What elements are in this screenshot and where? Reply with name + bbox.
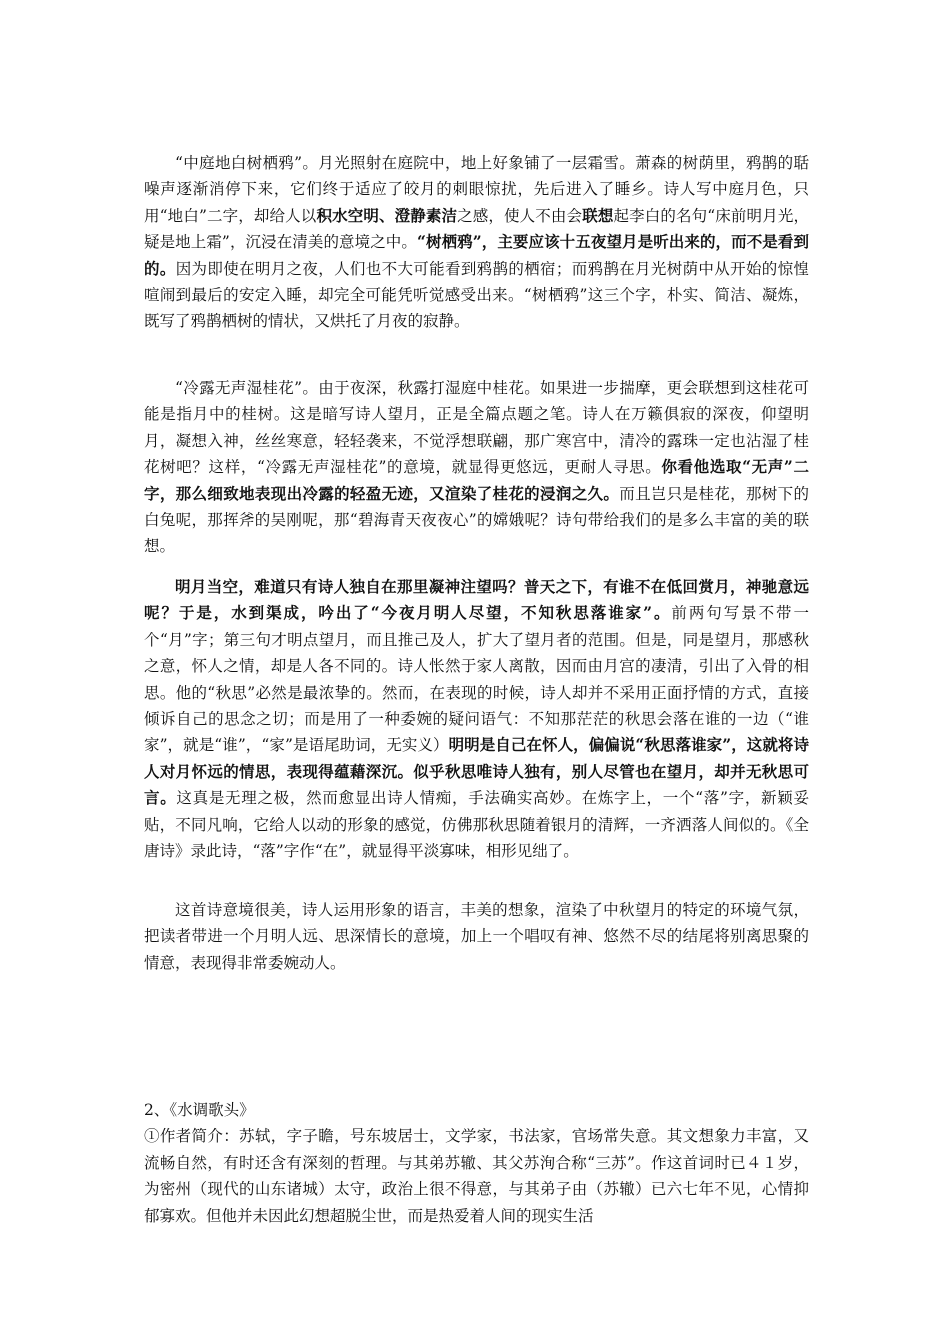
section-heading: 2、《水调歌头》 [144, 1101, 255, 1119]
bold-run: 明月当空，难道只有诗人独自在那里凝神注望吗？普天之下，有谁不在低回赏月，神驰意远呢？于是，水到渠成，吟出了“今夜月明人尽望，不知秋思落谁家”。 [144, 577, 809, 623]
run: “中庭地白树栖鸦”。月光照射在庭院中，地上好象铺了一层霜雪。萧森的树荫里，鸦鹊的聒噪声逐渐消停下来，它们终于适应了皎月的刺眼惊扰，先后进入了睡乡。诗人写中庭月色，只用“地白”二字，却给人以 [144, 154, 809, 225]
run: “冷露无声湿桂花”。由于夜深，秋露打湿庭中桂花。如果进一步揣摩，更会联想到这桂花可能是指月中的桂树。这是暗写诗人望月，正是全篇点题之笔。诗人在万籁俱寂的深夜，仰望明月，凝想入神，丝丝寒意，轻轻袭来，不觉浮想联翩，那广寒宫中，清冷的露珠一定也沾湿了桂花树吧？这样，“冷露无声湿桂花”的意境，就显得更悠远，更耐人寻思。 [144, 379, 809, 477]
paragraph-1 [144, 150, 809, 335]
paragraph-3 [144, 574, 809, 864]
bold-run: “树栖鸦”，主要应该十五夜望月是听出来的，而不是看到的。 [144, 232, 809, 278]
run: 之感，使人不由会 [457, 206, 583, 225]
run: 这真是无理之极，然而愈显出诗人情痴，手法确实高妙。在炼字上，一个“落”字，新颖妥贴，不同凡响，它给人以动的形象的感觉，仿佛那秋思随着银月的清辉，一齐洒落人间似的。《全唐诗》录此诗，“落”字作“在”，就显得平淡寡味，相形见绌了。 [144, 789, 809, 861]
author-intro: ①作者简介：苏轼，字子瞻，号东坡居士，文学家，书法家，官场常失意。其文想象力丰富，又流畅自然，有时还含有深刻的哲理。与其弟苏辙、其父苏洵合称“三苏”。作这首词时已４１岁，为密州（现代的山东诸城）太守，政治上很不得意，与其弟子由（苏辙）已六七年不见，心情抑郁寡欢。但他并未因此幻想超脱尘世，而是热爱着人间的现实生活 [144, 1127, 809, 1225]
paragraph-4 [144, 897, 809, 976]
run: 这首诗意境很美，诗人运用形象的语言，丰美的想象，渲染了中秋望月的特定的环境气氛，把读者带进一个月明人远、思深情长的意境，加上一个唱叹有神、悠然不尽的结尾将别离思聚的情意，表现得非常委婉动人。 [144, 901, 809, 972]
bold-run: 积水空明、澄静素洁 [316, 205, 458, 225]
run: 而且岂只是桂花，那树下的白兔呢，那挥斧的吴刚呢，那“碧海青天夜夜心”的嫦娥呢？诗句带给我们的是多么丰富的美的联想。 [144, 484, 809, 556]
run: 因为即使在明月之夜，人们也不大可能看到鸦鹊的栖宿；而鸦鹊在月光树荫中从开始的惊惶喧闹到最后的安定入睡，却完全可能凭听觉感受出来。“树栖鸦”这三个字，朴实、简洁、凝炼，既写了鸦鹊栖树的情状，又烘托了月夜的寂静。 [144, 259, 809, 331]
bold-run: 联想 [582, 205, 614, 225]
run: 前两句写景不带一个“月”字；第三句才明点望月，而且推己及人，扩大了望月者的范围。但是，同是望月，那感秋之意，怀人之情，却是人各不同的。诗人怅然于家人离散，因而由月宫的凄清，引出了入骨的相思。他的“秋思”必然是最浓挚的。然而，在表现的时候，诗人却并不采用正面抒情的方式，直接倾诉自己的思念之切；而是用了一种委婉的疑问语气：不知那茫茫的秋思会落在谁的一边（“谁家”，就是“谁”，“家”是语尾助词，无实义） [144, 604, 809, 755]
bold-run: 明明是自己在怀人，偏偏说“秋思落谁家”，这就将诗人对月怀远的情思，表现得蕴藉深沉。似乎秋思唯诗人独有，别人尽管也在望月，却并无秋思可言。 [144, 735, 809, 808]
paragraph-2 [144, 375, 809, 560]
section-2 [144, 1097, 809, 1229]
run: 起李白的名句“床前明月光，疑是地上霜”，沉浸在清美的意境之中。 [144, 206, 809, 252]
bold-run: 你看他选取“无声”二字，那么细致地表现出冷露的轻盈无迹，又渲染了桂花的浸润之久。 [144, 457, 809, 503]
